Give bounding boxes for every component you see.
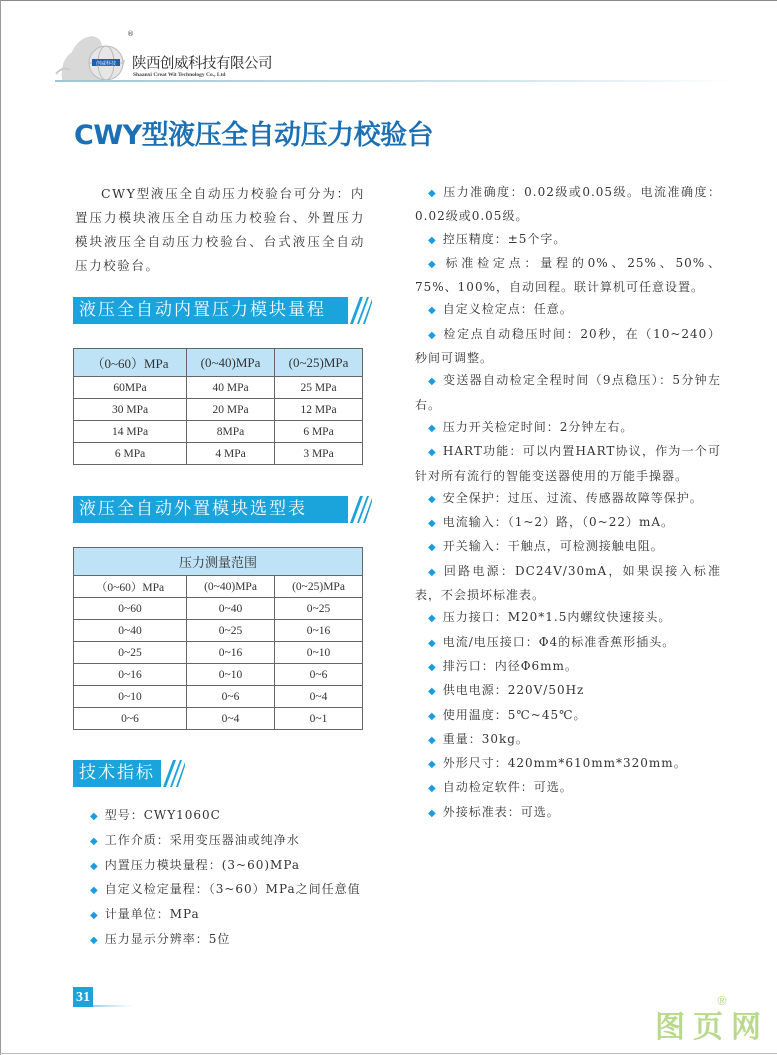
- list-item-text: 重量：30kg。: [442, 731, 529, 746]
- diamond-bullet-icon: ◆: [428, 613, 437, 625]
- list-item: [415, 440, 721, 487]
- table-cell: 0~60: [74, 598, 187, 620]
- list-item-text: 标准检定点：量程的0%、25%、50%、75%、100%，自动回程。联计算机可任意设置。: [415, 255, 721, 295]
- list-item: [415, 252, 721, 299]
- list-item: [90, 804, 370, 829]
- table-cell: 60MPa: [74, 377, 187, 399]
- diamond-bullet-icon: ◆: [428, 258, 440, 270]
- company-logo-lion-globe-icon: [52, 30, 132, 84]
- list-item-text: 外接标准表：可选。: [442, 804, 560, 819]
- table-row: [74, 598, 363, 620]
- diamond-bullet-icon: ◆: [428, 686, 437, 698]
- list-item: [90, 903, 370, 928]
- column-header: (0~40)MPa: [187, 349, 275, 377]
- list-item-text: 压力接口：M20*1.5内螺纹快速接头。: [442, 610, 672, 625]
- table-header-row: [74, 576, 363, 598]
- column-header: (0~25)MPa: [275, 576, 363, 598]
- list-item-text: 压力准确度：0.02级或0.05级。电流准确度：0.02级或0.05级。: [415, 185, 721, 224]
- list-item: [90, 928, 370, 953]
- table-header-row: [74, 349, 363, 377]
- table-cell: 14 MPa: [74, 421, 187, 443]
- table-cell: 3 MPa: [275, 443, 363, 465]
- list-item: [415, 655, 721, 679]
- column-header: （0~60）MPa: [74, 576, 187, 598]
- spec-detail-list: [415, 181, 721, 825]
- table-cell: 0~6: [187, 686, 275, 708]
- diamond-bullet-icon: ◆: [428, 734, 437, 746]
- column-header: （0~60）MPa: [74, 349, 187, 377]
- external-module-selection-table: [73, 547, 363, 730]
- svg-text:创威科技: 创威科技: [95, 61, 117, 67]
- table-cell: 0~25: [275, 598, 363, 620]
- list-item-text: 压力开关检定时间：2分钟左右。: [442, 419, 634, 434]
- diamond-bullet-icon: ◆: [90, 910, 99, 922]
- list-item: [415, 752, 721, 776]
- diamond-bullet-icon: ◆: [428, 447, 437, 459]
- page-title: CWY型液压全自动压力校验台: [74, 120, 434, 151]
- watermark-logo: 图页网: [655, 1010, 769, 1045]
- list-item: [415, 560, 721, 607]
- intro-paragraph: CWY型液压全自动压力校验台可分为：内置压力模块液压全自动压力校验台、外置压力模块液压全自动压力校验台、台式液压全自动压力校验台。: [75, 186, 365, 273]
- diamond-bullet-icon: ◆: [90, 885, 99, 897]
- list-item-text: 外形尺寸：420mm*610mm*320mm。: [442, 756, 687, 771]
- list-item-text: 自动检定软件：可选。: [442, 780, 573, 795]
- list-item-text: 工作介质：采用变压器油或纯净水: [104, 832, 300, 847]
- list-item-text: 安全保护：过压、过流、传感器故障等保护。: [442, 490, 703, 505]
- table-cell: 30 MPa: [74, 399, 187, 421]
- list-item-text: 检定点自动稳压时间：20秒，在（10~240）秒间可调整。: [415, 326, 721, 366]
- list-item-text: 内置压力模块量程：(3~60)MPa: [104, 857, 301, 872]
- diamond-bullet-icon: ◆: [90, 811, 99, 822]
- diamond-bullet-icon: ◆: [428, 518, 437, 530]
- table-caption-row: [74, 548, 363, 576]
- table-cell: 0~10: [187, 664, 275, 686]
- list-item-text: 电流/电压接口：Φ4的标准香蕉形插头。: [442, 634, 676, 649]
- section-heading-tech-specs: [73, 760, 161, 787]
- header-divider: [55, 80, 735, 82]
- list-item: [415, 606, 721, 630]
- section-heading-text: 液压全自动内置压力模块量程: [79, 300, 326, 320]
- list-item-text: 变送器自动检定全程时间（9点稳压）：5分钟左右。: [415, 373, 721, 412]
- table-cell: 25 MPa: [275, 377, 363, 399]
- table-row: [74, 443, 363, 465]
- table-cell: 0~10: [275, 642, 363, 664]
- diamond-bullet-icon: ◆: [428, 566, 438, 578]
- section-heading-external-modules: [73, 496, 348, 523]
- list-item-text: 控压精度：±5个字。: [442, 231, 567, 246]
- column-header: (0~40)MPa: [187, 576, 275, 598]
- list-item-text: 压力显示分辨率：5位: [104, 931, 231, 946]
- diamond-bullet-icon: ◆: [428, 759, 437, 771]
- diamond-bullet-icon: ◆: [428, 542, 437, 554]
- table-row: [74, 399, 363, 421]
- diamond-bullet-icon: ◆: [428, 422, 437, 434]
- list-item: [415, 369, 721, 416]
- table-cell: 8MPa: [187, 421, 275, 443]
- list-item: [415, 679, 721, 703]
- table-cell: 0~16: [74, 664, 187, 686]
- list-item: [415, 298, 721, 322]
- table-row: [74, 377, 363, 399]
- tech-spec-list: [90, 804, 370, 953]
- table-caption: 压力测量范围: [74, 548, 363, 576]
- list-item: [415, 228, 721, 252]
- table-cell: 6 MPa: [74, 443, 187, 465]
- list-item-text: 回路电源：DC24V/30mA，如果误接入标准表，不会损坏标准表。: [415, 563, 721, 603]
- diamond-bullet-icon: ◆: [428, 329, 438, 341]
- company-name-cn: 陕西创威科技有限公司: [132, 56, 272, 72]
- diamond-bullet-icon: ◆: [90, 860, 99, 872]
- list-item-text: 自定义检定点：任意。: [442, 302, 573, 317]
- list-item-text: 型号：CWY1060C: [104, 808, 221, 822]
- table-cell: 0~16: [187, 642, 275, 664]
- table-cell: 0~16: [275, 620, 363, 642]
- table-row: [74, 686, 363, 708]
- slash-stripes-icon: [348, 496, 372, 523]
- table-row: [74, 664, 363, 686]
- page-border-top: [0, 0, 777, 1]
- page-number: 31: [73, 987, 93, 1007]
- list-item-text: 自定义检定量程：（3~60）MPa之间任意值: [104, 882, 361, 897]
- slash-stripes-icon: [161, 760, 185, 787]
- table-cell: 4 MPa: [187, 443, 275, 465]
- table-cell: 0~25: [187, 620, 275, 642]
- list-item: [415, 801, 721, 825]
- diamond-bullet-icon: ◆: [90, 934, 99, 946]
- table-cell: 0~1: [275, 708, 363, 730]
- table-row: [74, 708, 363, 730]
- internal-module-range-table: [73, 348, 363, 465]
- list-item-text: 排污口：内径Φ6mm。: [442, 658, 578, 673]
- diamond-bullet-icon: ◆: [428, 637, 437, 649]
- table-cell: 0~4: [275, 686, 363, 708]
- list-item-text: HART功能：可以内置HART协议，作为一个可针对所有流行的智能变送器使用的万能手操器。: [415, 444, 721, 483]
- list-item: [415, 631, 721, 655]
- diamond-bullet-icon: ◆: [428, 783, 437, 795]
- table-row: [74, 642, 363, 664]
- table-cell: 6 MPa: [275, 421, 363, 443]
- diamond-bullet-icon: ◆: [90, 835, 99, 847]
- list-item: [415, 323, 721, 370]
- list-item-text: 计量单位：MPa: [104, 907, 200, 922]
- section-heading-text: 液压全自动外置模块选型表: [79, 499, 307, 519]
- list-item: [415, 704, 721, 728]
- company-name-en: Shaanxi Creat Wit Technology Co., Ltd: [133, 72, 226, 78]
- page-number-line: [93, 1005, 133, 1007]
- diamond-bullet-icon: ◆: [428, 376, 438, 388]
- table-cell: 12 MPa: [275, 399, 363, 421]
- diamond-bullet-icon: ◆: [428, 234, 437, 246]
- list-item: [415, 535, 721, 559]
- registered-mark: ®: [127, 30, 134, 38]
- list-item: [90, 854, 370, 879]
- table-cell: 0~6: [275, 664, 363, 686]
- list-item: [415, 511, 721, 535]
- slash-stripes-icon: [348, 297, 372, 324]
- table-cell: 0~10: [74, 686, 187, 708]
- diamond-bullet-icon: ◆: [428, 493, 437, 505]
- table-cell: 20 MPa: [187, 399, 275, 421]
- diamond-bullet-icon: ◆: [428, 661, 437, 673]
- table-cell: 0~6: [74, 708, 187, 730]
- list-item: [415, 728, 721, 752]
- diamond-bullet-icon: ◆: [428, 710, 437, 722]
- table-row: [74, 421, 363, 443]
- table-cell: 0~40: [187, 598, 275, 620]
- list-item: [415, 416, 721, 440]
- watermark-registered-mark: ®: [716, 994, 728, 1008]
- page-border-left: [0, 0, 1, 1055]
- table-cell: 0~4: [187, 708, 275, 730]
- list-item-text: 电流输入：（1~2）路，（0~22）mA。: [442, 515, 675, 530]
- section-heading-internal-modules: [73, 297, 348, 324]
- diamond-bullet-icon: ◆: [428, 188, 438, 199]
- list-item: [90, 878, 370, 903]
- list-item: [415, 776, 721, 800]
- column-header: (0~25)MPa: [275, 349, 363, 377]
- list-item: [415, 181, 721, 228]
- page-border-bottom: [0, 1053, 777, 1054]
- list-item-text: 使用温度：5℃~45℃。: [442, 707, 587, 722]
- diamond-bullet-icon: ◆: [428, 807, 437, 819]
- table-cell: 0~25: [74, 642, 187, 664]
- table-cell: 0~40: [74, 620, 187, 642]
- list-item: [415, 487, 721, 511]
- table-cell: 40 MPa: [187, 377, 275, 399]
- section-heading-text: 技术指标: [79, 763, 155, 783]
- list-item-text: 供电电源：220V/50Hz: [442, 683, 585, 698]
- list-item-text: 开关输入：干触点，可检测接触电阻。: [442, 539, 664, 554]
- table-row: [74, 620, 363, 642]
- diamond-bullet-icon: ◆: [428, 305, 437, 317]
- list-item: [90, 829, 370, 854]
